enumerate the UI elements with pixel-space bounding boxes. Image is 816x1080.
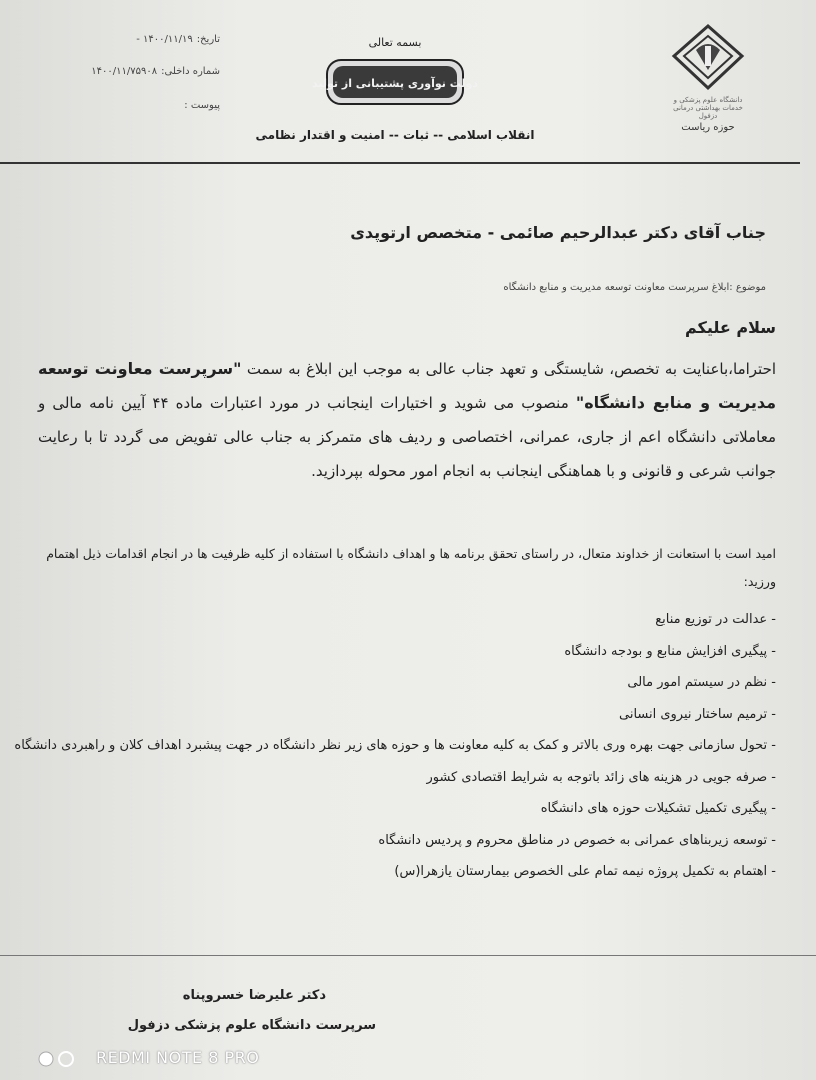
list-item: - نظم در سیستم امور مالی (627, 675, 776, 690)
appointment-paragraph (38, 352, 776, 488)
list-item: - توسعه زیربناهای عمرانی به خصوص در مناطق محروم و پردیس دانشگاه (378, 832, 776, 848)
number-value: ۱۴۰۰/۱۱/۷۵۹۰۸ (91, 66, 158, 77)
header-divider (0, 162, 800, 164)
footer-divider (0, 955, 816, 956)
camera-dots-icon (36, 1050, 86, 1068)
attachment-row (40, 100, 220, 111)
addressee: جناب آقای دکتر عبدالرحیم صائمی - متخصص ارتوپدی (350, 223, 766, 242)
department-label: حوزه ریاست (681, 122, 735, 133)
list-item: - صرفه جویی در هزینه های زائد باتوجه به شرایط اقتصادی کشور (426, 769, 776, 785)
list-item: - پیگیری افزایش منابع و بودجه دانشگاه (564, 643, 776, 659)
list-item: - عدالت در توزیع منابع (655, 612, 776, 627)
basmala: بسمه تعالی (368, 36, 422, 49)
list-item: - اهتمام به تکمیل پروژه نیمه تمام علی الخصوص بیمارستان یازهرا(س) (394, 864, 776, 879)
device-watermark: REDMI NOTE 8 PRO (96, 1048, 260, 1067)
signer-name: دکتر علیرضا خسروپناه (182, 988, 326, 1003)
list-item: - ترمیم ساختار نیروی انسانی (618, 706, 776, 722)
motto: انقلاب اسلامی -- ثبات -- امنیت و اقتدار نظامی (255, 128, 535, 142)
attachment-label: پیوست : (184, 100, 220, 111)
action-list (0, 604, 776, 888)
number-row (40, 66, 220, 77)
signer-title: سرپرست دانشگاه علوم پزشکی دزفول (127, 1018, 376, 1033)
instructions-paragraph: امید است با استعانت از خداوند متعال، در راستای تحقق برنامه ها و اهداف دانشگاه با استفاده از کلیه ظرفیت ها در انجام اقدامات ذیل اهتمام ورزید: (46, 546, 776, 589)
date-value: ۱۴۰۰/۱۱/۱۹ - (136, 34, 193, 45)
date-label: تاریخ: (196, 34, 220, 45)
greeting: سلام علیکم (684, 318, 776, 337)
position-title: "سرپرست معاونت توسعه مدیریت و منابع دانشگاه" (38, 359, 777, 412)
list-item: - پیگیری تکمیل تشکیلات حوزه های دانشگاه (540, 801, 776, 816)
number-label: شماره داخلی: (161, 66, 220, 77)
paragraph-start: احتراما،باعنایت به تخصص، شایستگی و تعهد جناب عالی به موجب این ابلاغ به سمت (246, 360, 777, 378)
slogan-seal (312, 58, 478, 106)
list-item: - تحول سازمانی جهت بهره وری بالاتر و کمک به کلیه معاونت ها و حوزه های زیر نظر دانشگاه در جهت پیشبرد اهداف کلان و راهبردی دانشگاه (14, 738, 776, 753)
paragraph-end: منصوب می شوید و اختیارات اینجانب در مورد اعتبارات ماده ۴۴ آیین نامه مالی و معاملاتی دانشگاه اعم از جاری، عمرانی، اختصاصی و ردیف های متمرکز به جناب عالی تفویض می گردد تا با رعایت جوانب شرعی و قانونی و با هماهنگی اینجانب به انجام امور محوله بپردازید. (38, 394, 776, 480)
date-row (40, 34, 220, 45)
logo-caption: دانشگاه علوم پزشکی و خدمات بهداشتی درمانی دزفول (673, 96, 743, 120)
subject-line: موضوع :ابلاغ سرپرست معاونت توسعه مدیریت و منابع دانشگاه (503, 282, 766, 293)
university-logo-icon (668, 22, 748, 92)
seal-text: دولت نوآوری پشتیبانی از تولید (312, 77, 478, 90)
